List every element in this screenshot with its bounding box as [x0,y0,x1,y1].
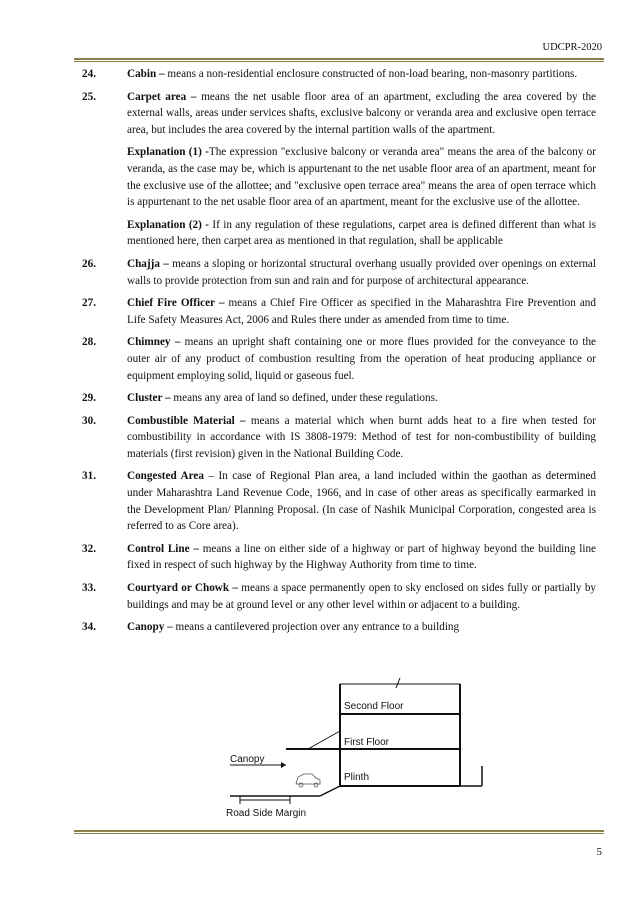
item-number: 34. [82,621,96,634]
definition-item [82,390,596,407]
term: Canopy – [127,621,173,634]
explanation-label: Explanation (1) - [127,146,209,159]
explanation-text: The expression "exclusive balcony or veranda area" means the area of the balcony or veranda, as the case may be, which is appurtenant to the net usable floor area of an apartment, meant for the exclusive use of the allottee; and "exclusive open terrace area" means the area of open terrace which is appurtenant to the net usable floor area of an apartment, meant for the exclusive use of the allottee. [127,146,596,209]
label-canopy: Canopy [230,754,265,765]
label-road-side-margin: Road Side Margin [226,808,307,819]
item-number: 26. [82,257,96,270]
explanation-text: If in any regulation of these regulations, carpet area is defined different than what is mentioned here, then carpet area as mentioned in that regulation, shall be applicable [127,218,596,248]
definition-text: means the net usable floor area of an apartment, excluding the area covered by the external walls, areas under services shafts, exclusive balcony or veranda area and exclusive open terrace area, but includes the area covered by the internal partition walls of the apartment. [127,90,597,136]
term: Combustible Material – [127,414,246,427]
label-second-floor: Second Floor [344,701,404,712]
page-number: 5 [596,846,602,858]
definition-text: means an upright shaft containing one or more flues provided for the conveyance to the outer air of any product of combustion resulting from the operation of heat producing appliance or equipment employing solid, liquid or gaseous fuel. [127,336,597,382]
footer-rule [74,830,604,834]
definition-text: means a space permanently open to sky enclosed on sides fully or partially by buildings and may be at ground level or any other level within or adjacent to a building. [127,582,597,611]
car-icon [296,774,320,784]
item-number: 30. [82,414,96,427]
definition-item [82,295,596,328]
definition-item [82,89,596,139]
item-number: 31. [82,470,96,483]
arrow-head-icon [281,762,286,768]
term: Carpet area – [127,90,197,103]
definition-item [82,256,596,289]
document-code: UDCPR-2020 [542,42,602,53]
definition-text: means a non-residential enclosure constructed of non-load bearing, non-masonry partitions. [164,68,578,80]
definition-item [82,66,596,83]
definition-item [82,541,596,574]
term: Courtyard or Chowk – [127,582,238,595]
term: Chimney – [127,336,181,349]
definition-text: means a sloping or horizontal structural overhang usually provided over openings on external walls to provide protection from sun and rain and for purpose of architectural appearance. [127,257,596,287]
term: Control Line – [127,542,199,555]
term: Cabin – [127,68,165,80]
definition-item [82,468,596,534]
item-number: 32. [82,542,96,555]
item-number: 29. [82,392,96,405]
canopy-diagram [220,676,500,826]
item-number: 28. [82,336,96,349]
item-number: 24. [82,68,96,80]
break-mark [396,678,400,688]
term: Congested Area [127,470,204,483]
term: Cluster – [127,392,171,405]
definition-item [82,413,596,463]
definition-item [82,334,596,384]
definition-text: means a line on either side of a highway or part of highway beyond the building line fixed in respect of such highway by the Highway Authority from time to time. [127,542,596,572]
term: Chajja – [127,257,169,270]
ramp [320,786,340,796]
definitions-list [82,66,596,642]
definition-text: – In case of Regional Plan area, a land included within the gaothan as determined under Maharashtra Land Revenue Code, 1966, and in case of other areas as specifically earmarked in the Development Plan/ Planning Proposal. (In case of Nashik Municipal Corporation, congested area is referred to as Core area). [127,470,596,533]
wheel-icon [314,783,318,787]
item-number: 33. [82,582,96,595]
definition-text: means any area of land so defined, under these regulations. [170,392,438,405]
canopy-bracket [308,731,340,749]
explanation [127,217,596,250]
label-plinth: Plinth [344,772,370,783]
term: Chief Fire Officer – [127,297,225,310]
definition-text: means a cantilevered projection over any entrance to a building [172,621,460,634]
explanation-label: Explanation (2) - [127,218,209,231]
definition-text: means a material which when burnt adds heat to a fire when tested for combustibility in accordance with IS 3808-1979: Method of test for non-combustibility of building materials (first revision) given in the National Building Code. [127,414,596,460]
header-rule [74,58,604,62]
explanation [127,144,596,210]
label-first-floor: First Floor [344,737,389,748]
wheel-icon [299,783,303,787]
definition-item [82,619,596,636]
definition-item [82,580,596,613]
item-number: 25. [82,90,96,103]
item-number: 27. [82,297,96,310]
definition-text: means a Chief Fire Officer as specified in the Maharashtra Fire Prevention and Life Safety Measures Act, 2006 and Rules there under as amended from time to time. [127,297,596,326]
